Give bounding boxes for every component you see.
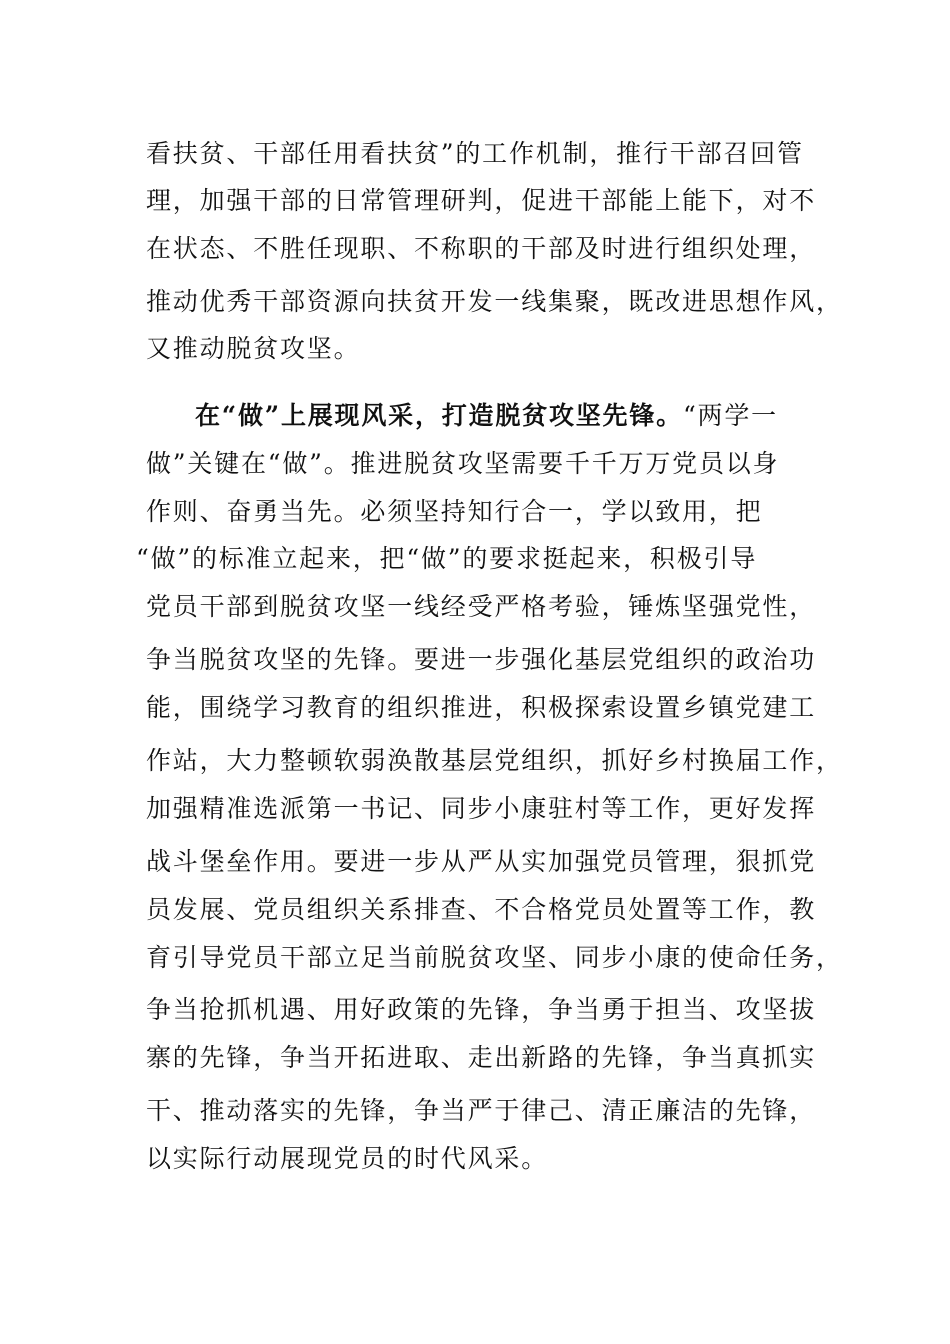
paragraph2-line-9: 加强精准选派第一书记、同步小康驻村等工作，更好发挥: [146, 794, 817, 823]
paragraph2-line-16: 以实际行动展现党员的时代风采。: [146, 1144, 549, 1173]
paragraph2-line-14: 寨的先锋，争当开拓进取、走出新路的先锋，争当真抓实: [146, 1043, 817, 1072]
paragraph2-line-10: 战斗堡垒作用。要进一步从严从实加强党员管理，狠抓党: [146, 847, 817, 876]
paragraph2-line-7: 能，围绕学习教育的组织推进，积极探索设置乡镇党建工: [146, 693, 817, 722]
paragraph1-line-3: 在状态、不胜任现职、不称职的干部及时进行组织处理，: [146, 234, 817, 263]
paragraph1-line-5: 又推动脱贫攻坚。: [146, 334, 361, 363]
paragraph2-line-5: 党员干部到脱贫攻坚一线经受严格考验，锤炼坚强党性，: [146, 592, 817, 621]
paragraph1-line-4: 推动优秀干部资源向扶贫开发一线集聚，既改进思想作风，: [146, 287, 843, 316]
paragraph2-line-2: 做”关键在“做”。推进脱贫攻坚需要千千万万党员以身: [146, 449, 780, 478]
paragraph2-line-13: 争当抢抓机遇、用好政策的先锋，争当勇于担当、攻坚拔: [146, 995, 817, 1024]
paragraph2-line-3: 作则、奋勇当先。必须坚持知行合一，学以致用，把: [146, 497, 763, 526]
paragraph2-line-4: “做”的标准立起来，把“做”的要求挺起来，积极引导: [136, 544, 758, 573]
paragraph2-line-15: 干、推动落实的先锋，争当严于律己、清正廉洁的先锋，: [146, 1096, 817, 1125]
paragraph1-line-1: 看扶贫、干部任用看扶贫”的工作机制，推行干部召回管: [146, 139, 804, 168]
paragraph2-first-line: [195, 401, 778, 431]
paragraph1-line-2: 理，加强干部的日常管理研判，促进干部能上能下，对不: [146, 186, 817, 215]
paragraph2-line-6: 争当脱贫攻坚的先锋。要进一步强化基层党组织的政治功: [146, 645, 817, 674]
paragraph2-heading: 在“做”上展现风采，打造脱贫攻坚先锋。: [195, 401, 683, 430]
paragraph2-line-8: 作站，大力整顿软弱涣散基层党组织，抓好乡村换届工作，: [146, 746, 843, 775]
paragraph2-line-11: 员发展、党员组织关系排查、不合格党员处置等工作，教: [146, 895, 817, 924]
paragraph2-line-12: 育引导党员干部立足当前脱贫攻坚、同步小康的使命任务，: [146, 943, 843, 972]
paragraph2-first-line-rest: “两学一: [682, 401, 778, 430]
